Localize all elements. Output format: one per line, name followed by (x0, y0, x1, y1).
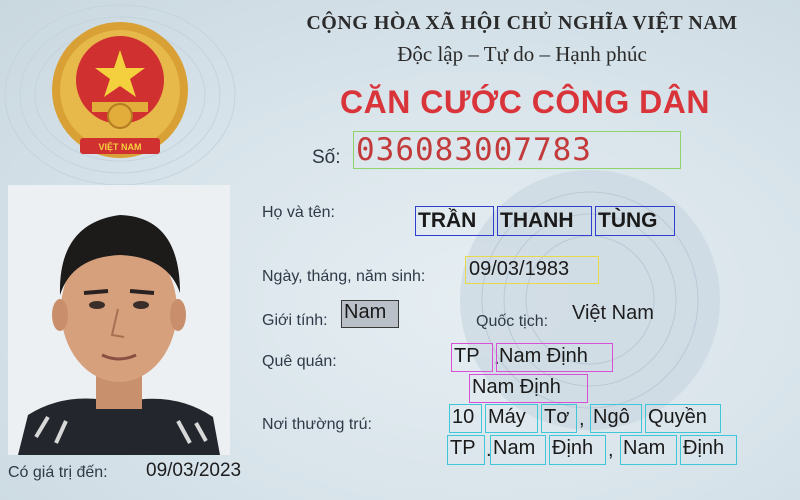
dob-label: Ngày, tháng, năm sinh: (262, 268, 426, 285)
validity-label: Có giá trị đến: (8, 464, 108, 481)
nationality-value: Việt Nam (572, 302, 654, 324)
residence-label: Nơi thường trú: (262, 416, 372, 433)
card-number-label: Số: (312, 147, 341, 168)
full-name-part: THANH (497, 206, 592, 236)
portrait-photo (8, 185, 230, 455)
nationality-label: Quốc tịch: (476, 313, 549, 330)
residence-part: Ngô (590, 404, 642, 433)
hometown-part: Nam Định (496, 343, 613, 372)
national-emblem (40, 18, 200, 168)
sex-value: Nam (341, 300, 399, 328)
hometown-line2: Nam Định (469, 374, 588, 403)
residence-part: Định (680, 435, 737, 465)
residence-part: Máy (485, 404, 538, 433)
full-name-part: TRẦN (415, 206, 494, 236)
hometown-part: TP (451, 343, 493, 372)
residence-part: TP (447, 435, 485, 465)
residence-separator: . (486, 439, 492, 461)
hometown-label: Quê quán: (262, 353, 337, 370)
residence-part: Quyền (645, 404, 721, 433)
sex-label: Giới tính: (262, 312, 328, 329)
card-number: 036083007783 (353, 131, 681, 169)
validity-date: 09/03/2023 (146, 460, 242, 481)
residence-part: Định (549, 435, 606, 465)
emblem-text: VIỆT NAM (98, 142, 142, 152)
national-motto: Độc lập – Tự do – Hạnh phúc (397, 42, 647, 66)
dob-value: 09/03/1983 (465, 256, 599, 284)
full-name-part: TÙNG (595, 206, 675, 236)
residence-part: Tơ (541, 404, 577, 433)
residence-part: 10 (449, 404, 482, 433)
nation-title: CỘNG HÒA XÃ HỘI CHỦ NGHĨA VIỆT NAM (306, 12, 738, 34)
residence-part: Nam (490, 435, 546, 465)
card-title: CĂN CƯỚC CÔNG DÂN (340, 84, 710, 120)
residence-separator: , (579, 408, 585, 430)
hometown-separator: . (494, 347, 500, 369)
full-name-label: Họ và tên: (262, 204, 335, 221)
residence-part: Nam (620, 435, 677, 465)
residence-separator: , (608, 439, 614, 461)
